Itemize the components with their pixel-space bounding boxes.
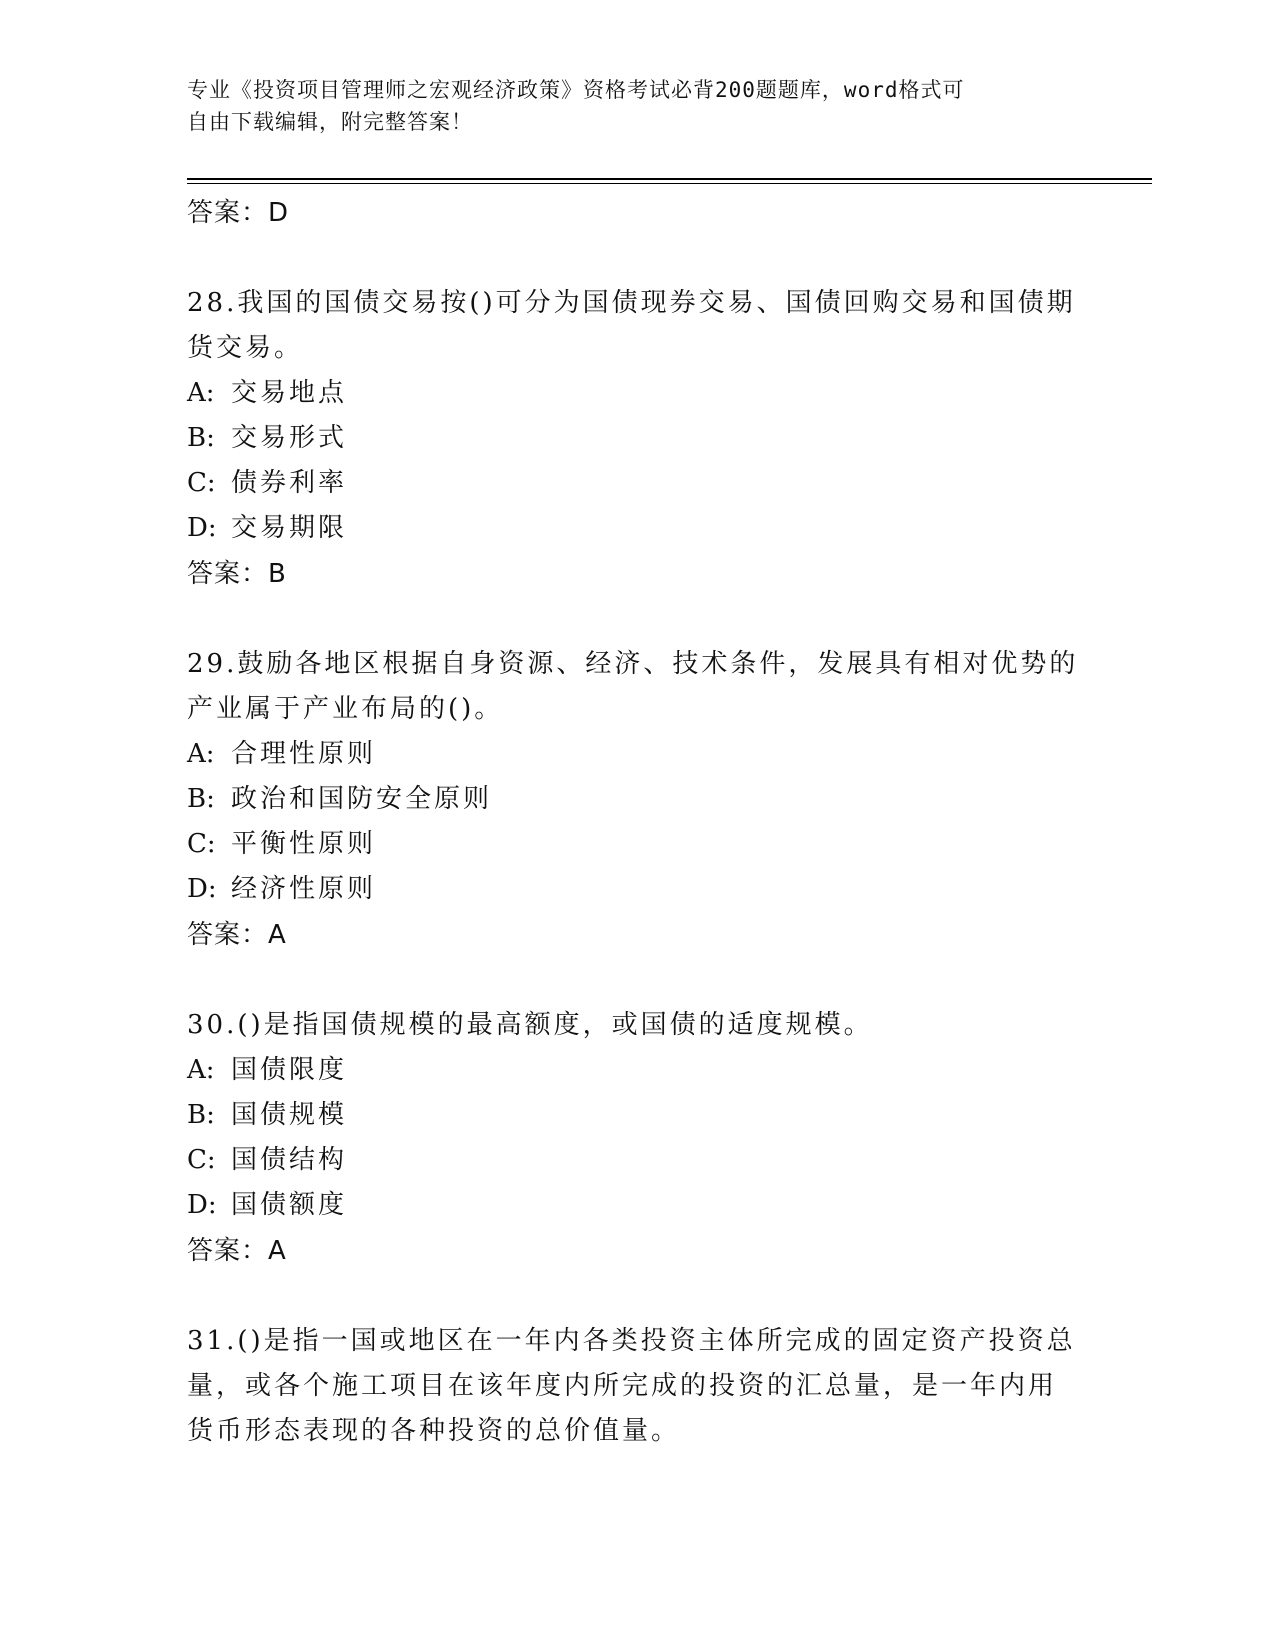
header-rule-thick [187,178,1152,180]
option-text: 交易形式 [231,423,348,453]
option-d [187,1183,1087,1228]
question-29 [187,642,1087,958]
option-letter: A: [187,378,215,408]
question-30 [187,1003,1087,1274]
option-text: 交易地点 [231,378,348,408]
option-letter: D: [187,513,217,543]
option-text: 债券利率 [231,468,348,498]
option-letter: C: [187,468,216,498]
option-letter: C: [187,829,216,859]
option-text: 国债限度 [231,1055,348,1085]
option-text: 平衡性原则 [231,829,377,859]
option-a [187,371,1087,416]
option-text: 国债规模 [231,1100,348,1130]
question-stem: 31.()是指一国或地区在一年内各类投资主体所完成的固定资产投资总 [187,1326,1076,1356]
option-text: 国债结构 [231,1145,348,1175]
header-line-2: 自由下载编辑，附完整答案！ [187,110,473,134]
option-a [187,732,1087,777]
option-letter: D: [187,1190,217,1220]
question-stem: 产业属于产业布局的()。 [187,694,504,724]
option-letter: A: [187,1055,215,1085]
question-31 [187,1319,1087,1454]
option-c [187,461,1087,506]
question-stem: 28.我国的国债交易按()可分为国债现券交易、国债回购交易和国债期 [187,288,1076,318]
option-letter: C: [187,1145,216,1175]
option-d [187,506,1087,551]
question-stem: 货币形态表现的各种投资的总价值量。 [187,1416,681,1446]
option-letter: B: [187,423,215,453]
question-stem: 30.()是指国债规模的最高额度，或国债的适度规模。 [187,1010,873,1040]
option-letter: A: [187,739,215,769]
question-stem: 29.鼓励各地区根据自身资源、经济、技术条件，发展具有相对优势的 [187,649,1079,679]
option-text: 政治和国防安全原则 [231,784,493,814]
document-header [187,74,1067,138]
header-line-1: 专业《投资项目管理师之宏观经济政策》资格考试必背200题题库，word格式可 [187,78,965,102]
question-stem: 货交易。 [187,333,304,363]
option-letter: B: [187,784,215,814]
option-text: 交易期限 [231,513,348,543]
header-rule-thin [187,183,1152,184]
option-text: 国债额度 [231,1190,348,1220]
option-letter: D: [187,874,217,904]
answer-line: 答案：D [187,198,290,228]
option-letter: B: [187,1100,215,1130]
question-stem: 量，或各个施工项目在该年度内所完成的投资的汇总量，是一年内用 [187,1371,1058,1401]
option-text: 经济性原则 [231,874,377,904]
option-a [187,1048,1087,1093]
answer-line: 答案：A [187,920,287,950]
option-b [187,1093,1087,1138]
option-text: 合理性原则 [231,739,377,769]
option-d [187,867,1087,912]
answer-line: 答案：B [187,559,287,589]
option-c [187,1138,1087,1183]
question-list [187,190,1087,1454]
option-b [187,777,1087,822]
question-28 [187,281,1087,597]
answer-line: 答案：A [187,1236,287,1266]
option-c [187,822,1087,867]
option-b [187,416,1087,461]
